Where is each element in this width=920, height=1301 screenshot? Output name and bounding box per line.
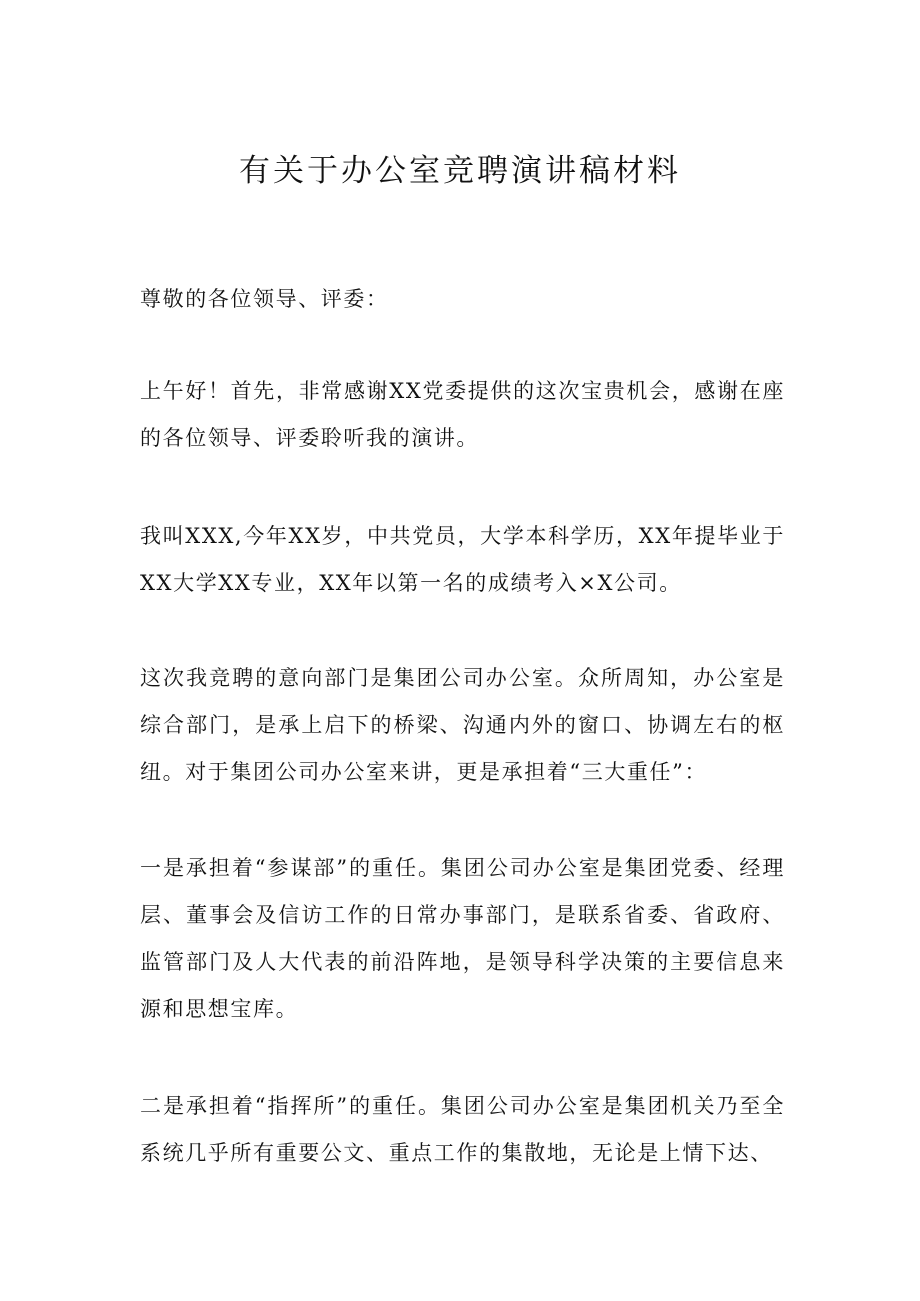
paragraph-second-duty: 二是承担着“指挥所”的重任。集团公司办公室是集团机关乃至全系统几乎所有重要公文、重点工作的集散地，无论是上情下达、: [140, 1094, 785, 1165]
salutation: 尊敬的各位领导、评委：: [140, 287, 389, 311]
paragraph-self-introduction: 我叫XXX,今年XX岁，中共党员，大学本科学历，XX年提毕业于XX大学XX专业，XX年以第一名的成绩考入×X公司。: [140, 524, 785, 595]
document-title: 有关于办公室竞聘演讲稿材料: [239, 153, 681, 189]
paragraph-first-duty: 一是承担着“参谋部”的重任。集团公司办公室是集团党委、经理层、董事会及信访工作的日常办事部门，是联系省委、省政府、监管部门及人大代表的前沿阵地，是领导科学决策的主要信息来源和思想宝库。: [140, 856, 785, 1021]
paragraph-greeting: 上午好！首先，非常感谢XX党委提供的这次宝贵机会，感谢在座的各位领导、评委聆听我的演讲。: [140, 379, 785, 450]
paragraph-target-department: 这次我竞聘的意向部门是集团公司办公室。众所周知，办公室是综合部门，是承上启下的桥梁、沟通内外的窗口、协调左右的枢纽。对于集团公司办公室来讲，更是承担着“三大重任”：: [140, 666, 785, 784]
